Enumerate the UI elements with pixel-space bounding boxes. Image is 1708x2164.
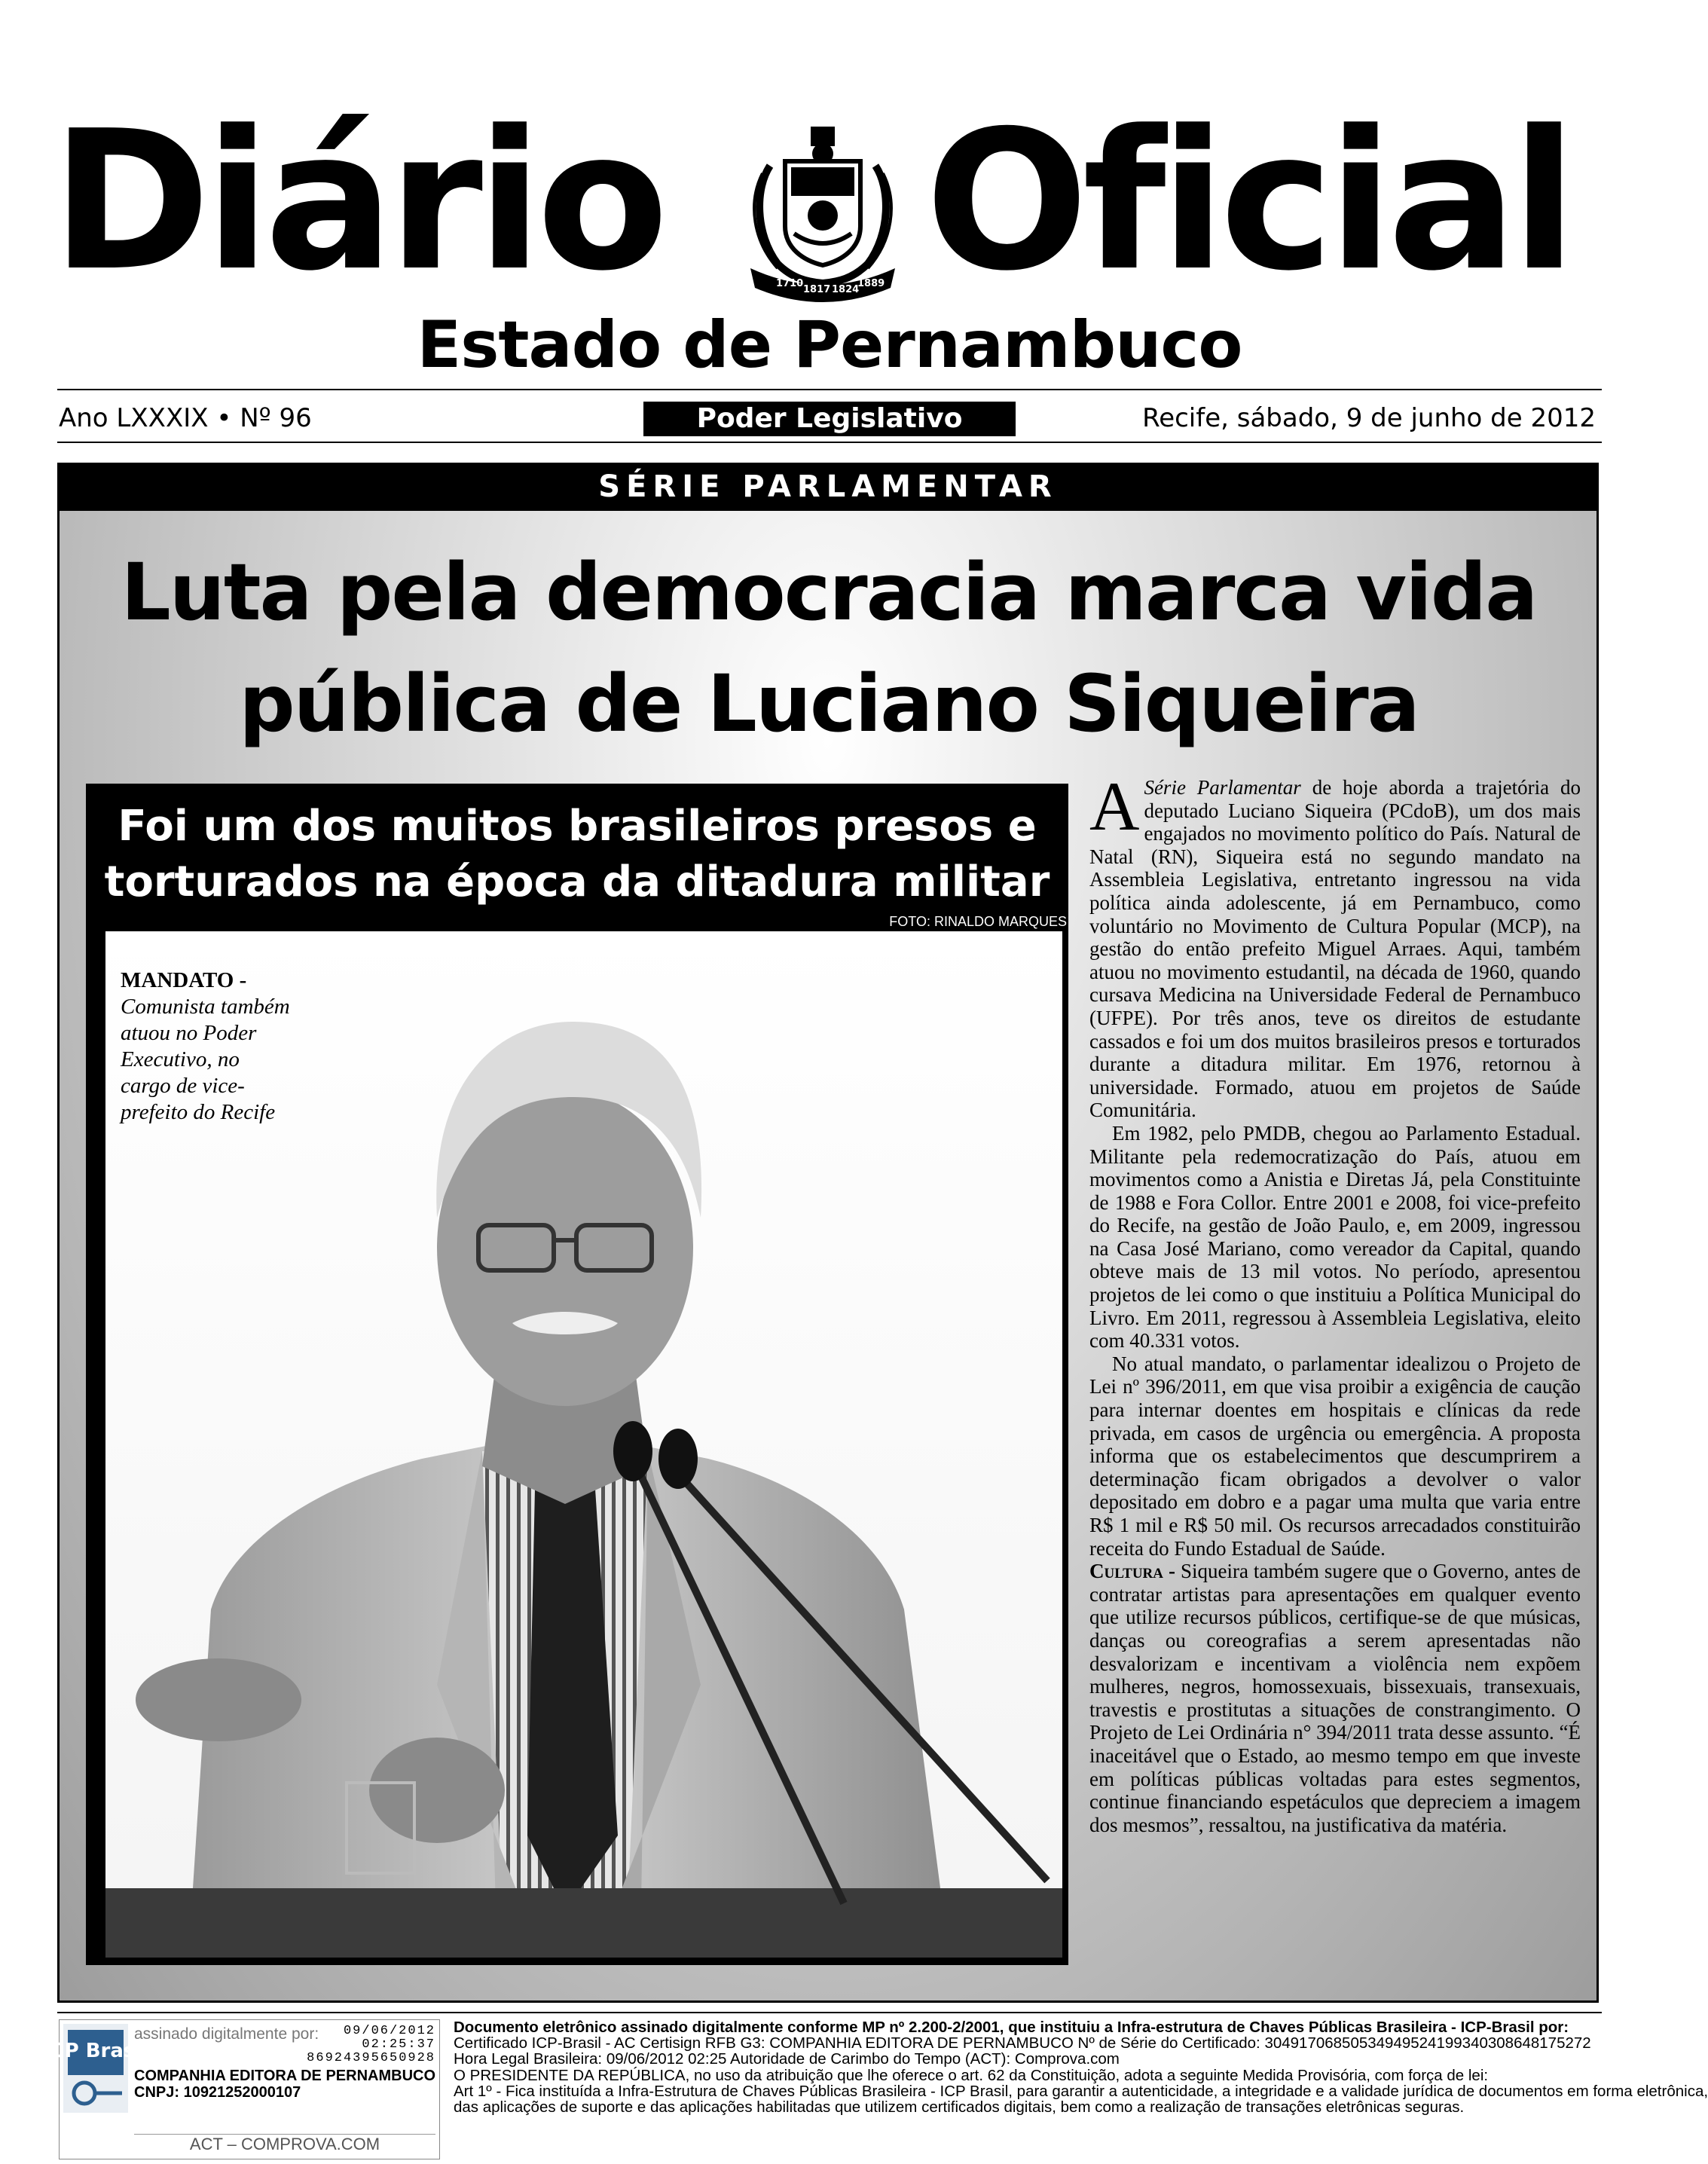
caption-body: Comunista também atuou no Poder Executivo, no cargo de vice-prefeito do Recife bbox=[121, 995, 290, 1124]
drop-cap: A bbox=[1089, 768, 1140, 845]
legal-line-2: Certificado ICP-Brasil - AC Certisign RFB G3: COMPANHIA EDITORA DE PERNAMBUCO Nº de Série do Certificado: 30491706850534949524199340308648175272 bbox=[454, 2034, 1591, 2052]
stamp-time: 02:25:37 bbox=[362, 2037, 435, 2052]
coat-year-3: 1824 bbox=[832, 284, 860, 295]
coat-of-arms-icon bbox=[732, 121, 913, 301]
headline bbox=[68, 536, 1590, 760]
stamp-company: COMPANHIA EDITORA DE PERNAMBUCO bbox=[134, 2068, 436, 2084]
legal-line-6: das aplicações de suporte e das aplicações habilitadas que utilizem certificados digitais, bem como a realização de transações eletrônicas seguras. bbox=[454, 2098, 1465, 2117]
coat-year-4: 1889 bbox=[857, 278, 885, 289]
masthead-rule-top bbox=[57, 389, 1602, 390]
legal-notice bbox=[454, 2019, 1708, 2117]
dateline: Recife, sábado, 9 de junho de 2012 bbox=[1142, 403, 1596, 433]
masthead-title-right: Oficial bbox=[925, 90, 1572, 313]
article-body bbox=[1089, 768, 1581, 1836]
kicker bbox=[86, 799, 1068, 910]
coat-year-1: 1710 bbox=[776, 278, 804, 289]
legal-line-3: Hora Legal Brasileira: 09/06/2012 02:25 Autoridade de Carimbo do Tempo (ACT): Comprova.com bbox=[454, 2050, 1120, 2068]
photo-caption bbox=[121, 967, 294, 1126]
icp-brasil-logo-icon bbox=[42, 2024, 149, 2113]
headline-line-1: Luta pela democracia marca vida bbox=[121, 546, 1537, 638]
footer-rule bbox=[57, 2012, 1602, 2013]
series-name: Série Parlamentar bbox=[1144, 776, 1301, 799]
edition-number: Ano LXXXIX • Nº 96 bbox=[59, 403, 312, 433]
stamp-date: 09/06/2012 bbox=[343, 2024, 435, 2038]
paragraph-1-text: de hoje aborda a trajetória do deputado Luciano Siqueira (PCdoB), um dos mais engajados no movimento político do País. Natural de Natal (RN), Siqueira está no segundo mandato na Assembleia Legislativa, entretanto ingressou na vida política ainda adolescente, já em Pernambuco, como voluntário no Movimento de Cultura Popular (MCP), na gestão do então prefeito Miguel Arraes. Aqui, também atuou no movimento estudantil, na década de 1960, quando cursava Medicina na Universidade Federal de Pernambuco (UFPE). Por três anos, teve os direitos de estudante cassados e foi um dos muitos brasileiros presos e torturados durante a ditadura militar. Em 1976, retornou à universidade. Formado, atuou em projetos de Saúde Comunitária. bbox=[1089, 776, 1581, 1122]
article-paragraph-2: Em 1982, pelo PMDB, chegou ao Parlamento Estadual. Militante pela redemocratização do País, atuou em movimentos como a Anistia e Diretas Já, pela Constituinte de 1988 e Fora Collor. Entre 2001 e 2008, foi vice-prefeito do Recife, na gestão de João Paulo, e, em 2009, ingressou na Casa José Mariano, como vereador da Capital, quando obteve mais de 13 mil votos. No período, apresentou projetos de lei como o que instituiu a Política Municipal do Livro. Em 2011, regressou à Assembleia Legislativa, eleito com 40.331 votos. bbox=[1089, 1121, 1581, 1352]
article-paragraph-1 bbox=[1089, 768, 1581, 1122]
masthead-subtitle: Estado de Pernambuco bbox=[417, 307, 1242, 383]
coat-year-2: 1817 bbox=[803, 284, 831, 295]
masthead-title-left: Diário bbox=[51, 90, 663, 313]
series-banner: SÉRIE PARLAMENTAR bbox=[57, 463, 1599, 511]
masthead-rule-bottom bbox=[57, 442, 1602, 443]
legal-line-4: O PRESIDENTE DA REPÚBLICA, no uso da atribuição que lhe oferece o art. 62 da Constituição, adota a seguinte Medida Provisória, com força de lei: bbox=[454, 2066, 1489, 2084]
caption-title: MANDATO - bbox=[121, 968, 247, 992]
article-paragraph-3: No atual mandato, o parlamentar idealizou o Projeto de Lei nº 396/2011, em que visa proibir a exigência de caução para internar doentes em hospitais e clínicas da rede privada, em casos de urgência ou emergência. A proposta informa que os estabelecimentos que descumprirem a determinação ficam obrigados a devolver o valor depositado em dobro e a pagar uma multa que varia entre R$ 1 mil e R$ 50 mil. Os recursos arrecadados constituirão receita do Fundo Estadual de Saúde. bbox=[1089, 1352, 1581, 1560]
headline-line-2: pública de Luciano Siqueira bbox=[239, 658, 1419, 750]
paragraph-4-text: Siqueira também sugere que o Governo, antes de contratar artistas para apresentações em qualquer evento que utilize recursos públicos, certifique-se de que músicas, danças ou coreografias a serem apresentadas não desvalorizam e incentivam a violência nem expõem mulheres, negros, homossexuais, bissexuais, transexuais, travestis e prostitutas a situações de constrangimento. O Projeto de Lei Ordinária n° 394/2011 trata desse assunto. “É inaceitável que o Estado, ao mesmo tempo em que investe em políticas públicas voltadas para estes segmentos, continue financiando espetáculos que depreciem a imagem dos mesmos”, ressaltou, na justificativa da matéria. bbox=[1089, 1560, 1581, 1836]
stamp-act: ACT – COMPROVA.COM bbox=[134, 2134, 435, 2154]
legal-line-1: Documento eletrônico assinado digitalmente conforme MP nº 2.200-2/2001, que instituiu a Infra-estrutura de Chaves Públicas Brasileira - ICP-Brasil por: bbox=[454, 2019, 1569, 2036]
stamp-cnpj: CNPJ: 10921252000107 bbox=[134, 2084, 301, 2101]
photo-credit: FOTO: RINALDO MARQUES bbox=[889, 914, 1067, 929]
legal-line-5: Art 1º - Fica instituída a Infra-Estrutura de Chaves Públicas Brasileira - ICP Brasil, para garantir a autenticidade, a integridade e a validade jurídica de documentos em forma eletrônica, bbox=[454, 2082, 1708, 2100]
icp-logo-text: ICP Brasil bbox=[42, 2040, 149, 2062]
stamp-serial: 86924395650928 bbox=[307, 2051, 435, 2065]
section-badge: Poder Legislativo bbox=[643, 402, 1016, 436]
kicker-line-2: torturados na época da ditadura militar bbox=[104, 857, 1050, 906]
kicker-line-1: Foi um dos muitos brasileiros presos e bbox=[118, 802, 1037, 851]
culture-lead-in: Cultura - bbox=[1089, 1560, 1175, 1583]
stamp-label: assinado digitalmente por: bbox=[134, 2025, 319, 2043]
article-paragraph-4 bbox=[1089, 1560, 1581, 1836]
